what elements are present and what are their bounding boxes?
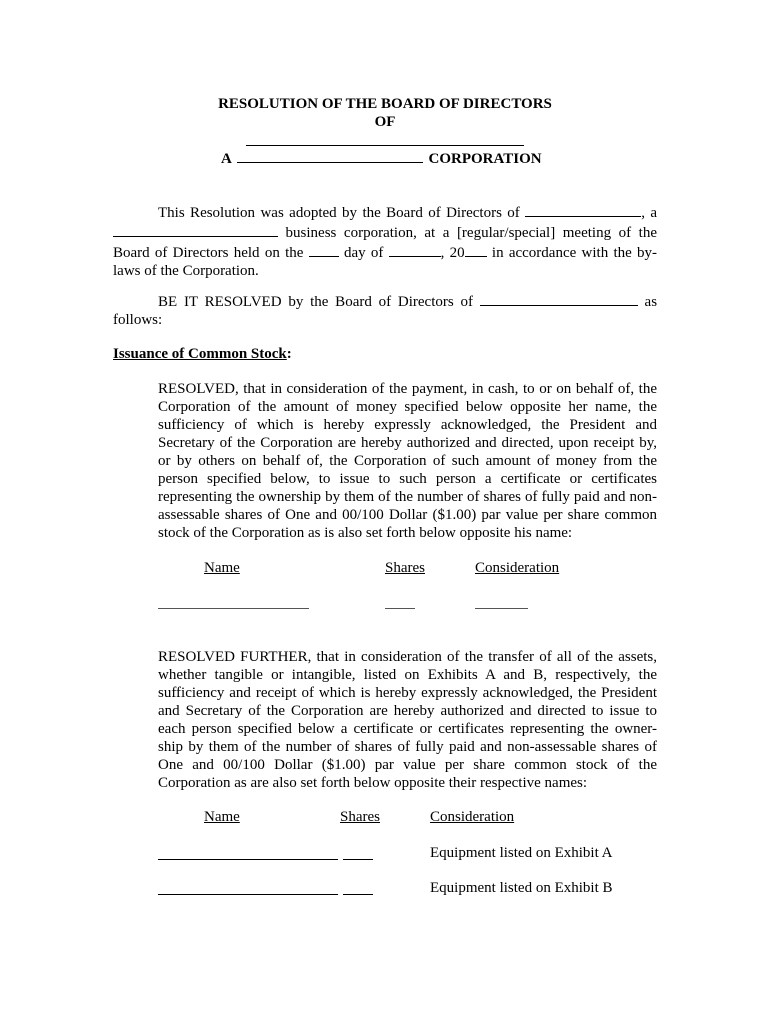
year-field[interactable] bbox=[465, 242, 487, 257]
table2-header-name: Name bbox=[204, 809, 240, 825]
intro-paragraph bbox=[113, 202, 657, 280]
title-suffix: CORPORATION bbox=[428, 151, 542, 167]
paragraph-line: each person specified below a certificate or certificates representing the owner- bbox=[158, 721, 657, 737]
table2-header-shares: Shares bbox=[340, 809, 380, 825]
day-field[interactable] bbox=[309, 242, 339, 257]
paragraph-line: ship by them of the number of shares of fully paid and non-assessable shares of bbox=[158, 739, 657, 755]
paragraph-line: and Secretary of the Corporation are hereby authorized and directed to issue to bbox=[158, 703, 657, 719]
table2-row1-name-blank[interactable] bbox=[158, 859, 338, 860]
resolved-2-last-line: Corporation as are also set forth below opposite their respective names: bbox=[158, 775, 588, 791]
paragraph-line: Secretary of the Corporation are hereby authorized and directed, upon receipt by, bbox=[158, 435, 657, 451]
table1-header-consideration: Consideration bbox=[475, 560, 560, 576]
paragraph-line: One and 00/100 Dollar ($1.00) par value per share common stock of the bbox=[158, 757, 657, 773]
resolved-2-lines bbox=[158, 648, 657, 774]
table1-shares-blank[interactable] bbox=[385, 608, 415, 609]
table1-consideration-blank[interactable] bbox=[475, 608, 528, 609]
resolved-by-paragraph bbox=[113, 291, 657, 329]
table2-row2-shares-blank[interactable] bbox=[343, 894, 373, 895]
table2-header-consideration: Consideration bbox=[430, 809, 515, 825]
intro-line-4: laws of the Corporation. bbox=[113, 263, 259, 279]
paragraph-line: or by others on behalf of, the Corporation of such amount of money from the bbox=[158, 453, 657, 469]
paragraph-line: sufficiency and receipt of which is hereby expressly acknowledged, the President bbox=[158, 685, 657, 701]
table2-row2-consideration: Equipment listed on Exhibit B bbox=[430, 880, 613, 896]
resolved-by-line-1: BE IT RESOLVED by the Board of Directors of as bbox=[113, 291, 657, 311]
intro-line-3: Board of Directors held on the day of , 20 in accordance with the by- bbox=[113, 242, 657, 262]
resolved-1-lines bbox=[158, 380, 657, 524]
corporation-name-field[interactable] bbox=[525, 202, 641, 217]
board-name-field[interactable] bbox=[480, 291, 638, 306]
table2-row2-name-blank[interactable] bbox=[158, 894, 338, 895]
paragraph-line: representing the ownership by them of the number of shares of fully paid and non- bbox=[158, 489, 657, 505]
paragraph-line: whether tangible or intangible, listed on Exhibits A and B, respectively, the bbox=[158, 667, 657, 683]
paragraph-line: RESOLVED FURTHER, that in consideration of the transfer of all of the assets, bbox=[158, 649, 657, 665]
month-field[interactable] bbox=[389, 242, 441, 257]
title-line-3 bbox=[221, 148, 542, 168]
section-heading: Issuance of Common Stock: bbox=[113, 346, 292, 362]
table1-header-name: Name bbox=[204, 560, 240, 576]
paragraph-line: person specified below, to issue to such person a certificate or certificates bbox=[158, 471, 657, 487]
intro-line-1: This Resolution was adopted by the Board of Directors of , a bbox=[113, 202, 657, 222]
state-field[interactable] bbox=[113, 222, 278, 237]
resolved-paragraph-1 bbox=[158, 380, 657, 542]
title-line-1: RESOLUTION OF THE BOARD OF DIRECTORS bbox=[218, 96, 552, 112]
corporation-name-blank[interactable] bbox=[246, 145, 524, 146]
resolved-by-line-2: follows: bbox=[113, 312, 163, 328]
corporation-type-blank[interactable] bbox=[237, 148, 423, 163]
paragraph-line: sufficiency of which is hereby expressly acknowledged, the President and bbox=[158, 417, 657, 433]
paragraph-line: assessable shares of One and 00/100 Dollar ($1.00) par value per share common bbox=[158, 507, 657, 523]
title-line-2: OF bbox=[374, 114, 396, 130]
table2-row1-shares-blank[interactable] bbox=[343, 859, 373, 860]
resolved-paragraph-2 bbox=[158, 648, 657, 792]
title-prefix: A bbox=[221, 151, 232, 167]
table1-header-shares: Shares bbox=[385, 560, 425, 576]
resolved-1-last-line: stock of the Corporation as is also set forth below opposite his name: bbox=[158, 525, 573, 541]
paragraph-line: Corporation of the amount of money specified below opposite her name, the bbox=[158, 399, 657, 415]
table2-row1-consideration: Equipment listed on Exhibit A bbox=[430, 845, 613, 861]
intro-line-2: business corporation, at a [regular/special] meeting of the bbox=[113, 222, 657, 242]
paragraph-line: RESOLVED, that in consideration of the payment, in cash, to or on behalf of, the bbox=[158, 381, 657, 397]
table1-name-blank[interactable] bbox=[158, 608, 309, 609]
